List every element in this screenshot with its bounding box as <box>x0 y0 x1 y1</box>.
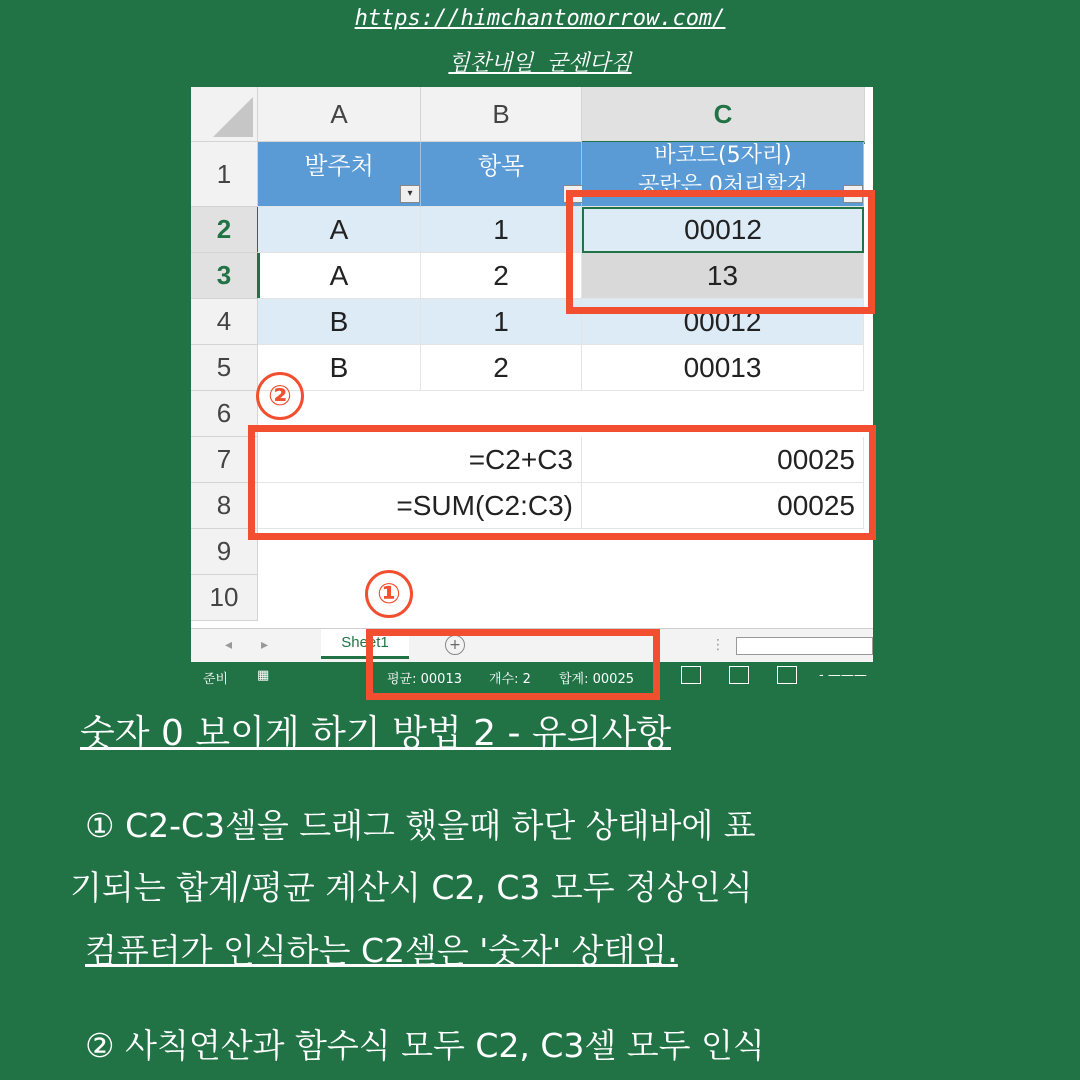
row-header-4[interactable]: 4 <box>191 299 258 345</box>
cell-c3[interactable]: 13 <box>582 253 864 299</box>
filter-dropdown-icon[interactable]: ▾ <box>843 185 863 203</box>
spreadsheet <box>191 87 873 662</box>
highlight-box-c2-c3 <box>566 190 875 314</box>
site-url[interactable]: https://himchantomorrow.com/ <box>354 6 726 31</box>
row-header-6[interactable]: 6 <box>191 391 258 437</box>
highlight-box-formulas <box>248 425 876 540</box>
para1-line1: ① C2-C3셀을 드래그 했을때 하단 상태바에 표 <box>85 806 756 845</box>
row-header-5[interactable]: 5 <box>191 345 258 391</box>
para1-line2: 기되는 합계/평균 계산시 C2, C3 모두 정상인식 <box>70 868 753 907</box>
row-header-3[interactable]: 3 <box>191 253 260 299</box>
column-header-c[interactable]: C <box>582 87 865 144</box>
para2: ② 사칙연산과 함수식 모두 C2, C3셀 모두 인식 <box>85 1026 765 1065</box>
cell-formula-2[interactable]: =SUM(C2:C3) <box>258 483 582 529</box>
row-header-10[interactable]: 10 <box>191 575 258 621</box>
normal-view-icon[interactable] <box>681 666 701 684</box>
marker-1: ① <box>365 570 413 618</box>
row-header-7[interactable]: 7 <box>191 437 258 483</box>
table-header-b-label: 항목 <box>477 152 525 180</box>
site-name: 힘찬내일 굳센다짐 <box>448 51 632 76</box>
heading: 숫자 0 보이게 하기 방법 2 - 유의사항 <box>80 713 671 754</box>
cell-b4[interactable]: 1 <box>421 299 582 345</box>
cell-a3[interactable]: A <box>258 253 421 299</box>
filter-dropdown-icon[interactable]: ▾ <box>563 185 583 203</box>
tab-splitter-icon[interactable]: ⋮ <box>711 637 725 653</box>
status-ready: 준비 <box>203 672 229 687</box>
status-average: 평균: 00013 <box>387 672 462 687</box>
cell-b3[interactable]: 2 <box>421 253 582 299</box>
cell-a4[interactable]: B <box>258 299 421 345</box>
zoom-slider[interactable]: - ——— <box>819 668 867 683</box>
column-header-a[interactable]: A <box>258 87 421 142</box>
highlight-box-status <box>366 629 660 700</box>
column-header-b[interactable]: B <box>421 87 582 142</box>
cell-b2[interactable]: 1 <box>421 207 582 253</box>
row-header-1[interactable]: 1 <box>191 142 258 207</box>
cell-result-1[interactable]: 00025 <box>582 437 864 483</box>
table-header-a[interactable] <box>258 142 421 207</box>
status-sum: 합계: 00025 <box>559 672 634 687</box>
table-header-c-line1: 바코드(5자리) <box>654 143 792 168</box>
select-all-corner[interactable] <box>191 87 258 142</box>
page-break-icon[interactable] <box>777 666 797 684</box>
tab-next-icon[interactable]: ▸ <box>261 637 269 653</box>
macro-record-icon[interactable]: ▦ <box>257 668 270 683</box>
status-count: 개수: 2 <box>489 672 531 687</box>
filter-dropdown-icon[interactable]: ▾ <box>400 185 420 203</box>
cell-result-2[interactable]: 00025 <box>582 483 864 529</box>
cell-c4[interactable]: 00012 <box>582 299 864 345</box>
page-layout-icon[interactable] <box>729 666 749 684</box>
cell-formula-1[interactable]: =C2+C3 <box>258 437 582 483</box>
horizontal-scrollbar[interactable] <box>736 637 873 655</box>
cell-a5[interactable]: B <box>258 345 421 391</box>
cell-c5[interactable]: 00013 <box>582 345 864 391</box>
row-header-9[interactable]: 9 <box>191 529 258 575</box>
row-header-2[interactable]: 2 <box>191 207 260 253</box>
table-header-b[interactable] <box>421 142 582 207</box>
row-header-8[interactable]: 8 <box>191 483 258 529</box>
tab-prev-icon[interactable]: ◂ <box>225 637 233 653</box>
table-header-a-label: 발주처 <box>304 152 374 180</box>
cell-b5[interactable]: 2 <box>421 345 582 391</box>
table-header-c-line2: 공란은 0처리할것 <box>638 173 808 198</box>
para1-line3: 컴퓨터가 인식하는 C2셀은 '숫자' 상태임. <box>85 931 678 970</box>
cell-c2[interactable]: 00012 <box>582 207 864 253</box>
cell-a2[interactable]: A <box>258 207 421 253</box>
add-sheet-icon[interactable]: + <box>445 635 465 655</box>
sheet-tab[interactable]: Sheet1 <box>321 629 409 659</box>
marker-2: ② <box>256 372 304 420</box>
